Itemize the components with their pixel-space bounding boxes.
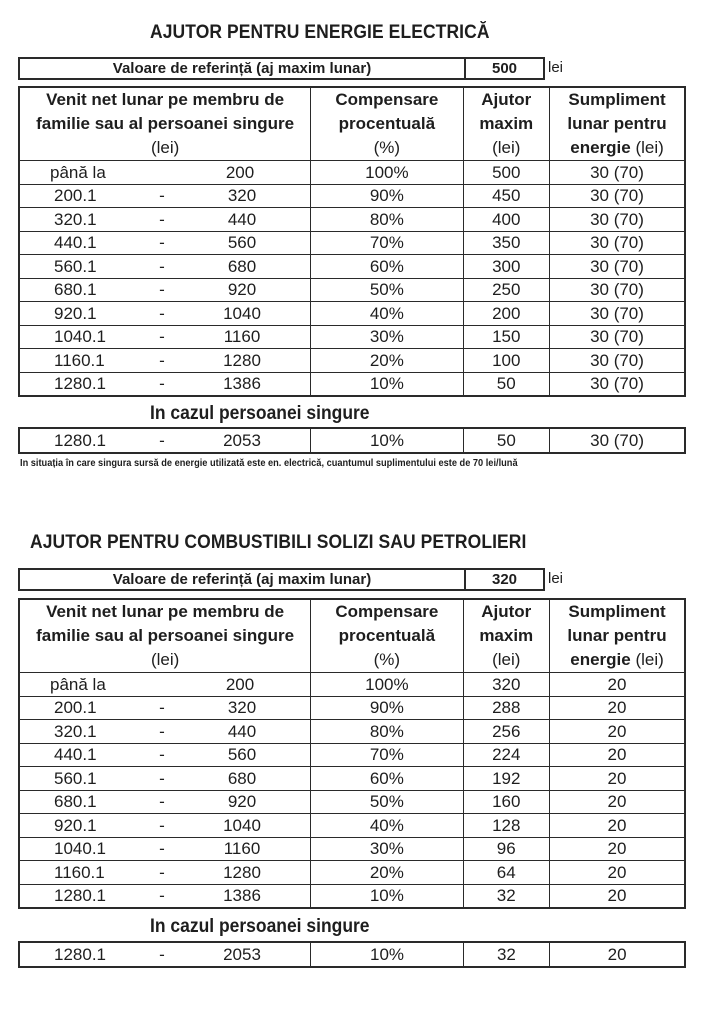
range-dash: -: [159, 721, 165, 741]
max-aid-cell: 500: [463, 161, 550, 185]
income-range-cell: [19, 208, 311, 232]
income-range-cell: [19, 673, 311, 697]
supplement-cell: 30 (70): [550, 302, 685, 326]
table-row: [19, 861, 685, 885]
income-range-cell: [19, 428, 311, 453]
compensation-cell: 30%: [311, 325, 463, 349]
income-to: 560: [227, 745, 257, 765]
supplement-cell: 30 (70): [550, 231, 685, 255]
income-to: 560: [227, 233, 257, 253]
supplement-cell: 30 (70): [550, 372, 685, 396]
range-dash: -: [159, 327, 165, 347]
table-row: [19, 231, 685, 255]
income-from: 200.1: [54, 186, 97, 206]
supplement-cell: 30 (70): [550, 325, 685, 349]
income-range-cell: [19, 743, 311, 767]
income-to: 920: [227, 792, 257, 812]
max-aid-cell: 64: [463, 861, 550, 885]
max-aid-cell: 32: [463, 942, 550, 967]
income-to: 1280: [223, 350, 261, 370]
income-range-cell: [19, 814, 311, 838]
income-to: 920: [227, 280, 257, 300]
income-from: 1280.1: [54, 944, 106, 964]
income-from: 680.1: [54, 792, 97, 812]
max-aid-cell: 300: [463, 255, 550, 279]
table-row: [19, 767, 685, 791]
supplement-cell: 30 (70): [550, 428, 685, 453]
range-dash: -: [159, 792, 165, 812]
supplement-cell: 20: [550, 861, 685, 885]
range-dash: -: [159, 350, 165, 370]
header-compensation: Compensare procentuală (%): [311, 599, 463, 673]
supplement-cell: 30 (70): [550, 208, 685, 232]
table-row: [19, 673, 685, 697]
compensation-cell: 70%: [311, 743, 463, 767]
supplement-cell: 30 (70): [550, 349, 685, 373]
supplement-cell: 20: [550, 720, 685, 744]
electric-single-person-table: [18, 427, 686, 454]
range-dash: -: [159, 886, 165, 906]
header-max-aid: Ajutor maxim (lei): [463, 87, 550, 161]
income-to: 1386: [223, 886, 261, 906]
reference-label: Valoare de referință (aj maxim lunar): [20, 570, 466, 589]
range-dash: -: [159, 698, 165, 718]
compensation-cell: 90%: [311, 184, 463, 208]
table-row: [19, 743, 685, 767]
table-row: [19, 428, 685, 453]
max-aid-cell: 100: [463, 349, 550, 373]
single-person-label: In cazul persoanei singure: [150, 403, 370, 424]
header-supplement: Sumpliment lunar pentru energie (lei): [550, 599, 685, 673]
reference-value: 500: [491, 60, 518, 77]
max-aid-cell: 400: [463, 208, 550, 232]
supplement-cell: 20: [550, 743, 685, 767]
max-aid-cell: 50: [463, 428, 550, 453]
supplement-cell: 30 (70): [550, 255, 685, 279]
range-dash: -: [159, 256, 165, 276]
income-from: 1280.1: [54, 374, 106, 394]
income-from: 1160.1: [54, 350, 105, 370]
range-dash: -: [159, 233, 165, 253]
range-dash: -: [159, 374, 165, 394]
income-from: 560.1: [54, 256, 97, 276]
reference-value-row: [18, 57, 545, 80]
income-range-cell: [19, 767, 311, 791]
income-to: 440: [227, 209, 257, 229]
income-to: 1160: [223, 327, 261, 347]
compensation-cell: 90%: [311, 696, 463, 720]
income-to: 320: [227, 186, 257, 206]
income-range-cell: [19, 255, 311, 279]
supplement-cell: 20: [550, 814, 685, 838]
electric-aid-table: [18, 86, 686, 397]
income-range-cell: [19, 942, 311, 967]
range-dash: -: [159, 430, 165, 450]
supplement-cell: 20: [550, 884, 685, 908]
income-range-cell: [19, 861, 311, 885]
income-to: 1280: [223, 862, 261, 882]
range-dash: -: [159, 209, 165, 229]
compensation-cell: 20%: [311, 861, 463, 885]
range-dash: -: [159, 815, 165, 835]
max-aid-cell: 150: [463, 325, 550, 349]
max-aid-cell: 224: [463, 743, 550, 767]
fuel-aid-table: [18, 598, 686, 909]
compensation-cell: 40%: [311, 814, 463, 838]
compensation-cell: 10%: [311, 428, 463, 453]
income-range-cell: [19, 696, 311, 720]
compensation-cell: 30%: [311, 837, 463, 861]
income-to: 1160: [223, 839, 261, 859]
income-range-cell: [19, 837, 311, 861]
compensation-cell: 20%: [311, 349, 463, 373]
table-row: [19, 837, 685, 861]
supplement-cell: 30 (70): [550, 278, 685, 302]
max-aid-cell: 32: [463, 884, 550, 908]
income-from: până la: [50, 674, 106, 694]
income-range-cell: [19, 790, 311, 814]
table-row: [19, 942, 685, 967]
compensation-cell: 100%: [311, 673, 463, 697]
max-aid-cell: 320: [463, 673, 550, 697]
reference-value: 320: [491, 571, 518, 588]
income-from: 1280.1: [54, 886, 106, 906]
income-range-cell: [19, 884, 311, 908]
max-aid-cell: 128: [463, 814, 550, 838]
income-to: 2053: [223, 944, 261, 964]
income-to: 1040: [223, 303, 261, 323]
range-dash: -: [159, 186, 165, 206]
compensation-cell: 100%: [311, 161, 463, 185]
reference-unit: lei: [548, 570, 564, 587]
range-dash: -: [159, 303, 165, 323]
max-aid-cell: 96: [463, 837, 550, 861]
header-max-aid: Ajutor maxim (lei): [463, 599, 550, 673]
reference-value-row: [18, 568, 545, 591]
compensation-cell: 70%: [311, 231, 463, 255]
table-row: [19, 161, 685, 185]
max-aid-cell: 192: [463, 767, 550, 791]
income-range-cell: [19, 278, 311, 302]
income-from: 200.1: [54, 698, 97, 718]
income-from: 1280.1: [54, 430, 106, 450]
table-row: [19, 720, 685, 744]
max-aid-cell: 160: [463, 790, 550, 814]
max-aid-cell: 256: [463, 720, 550, 744]
table-row: [19, 349, 685, 373]
header-income: Venit net lunar pe membru de familie sau al persoanei singure (lei): [19, 599, 311, 673]
income-from: 920.1: [54, 303, 97, 323]
range-dash: -: [159, 745, 165, 765]
income-to: 320: [227, 698, 257, 718]
income-range-cell: [19, 231, 311, 255]
table-row: [19, 208, 685, 232]
income-to: 2053: [223, 430, 261, 450]
footnote: In situația în care singura sursă de energie utilizată este en. electrică, cuantumul suplimentului este de 70 lei/lună: [20, 457, 518, 469]
header-supplement: Sumpliment lunar pentru energie (lei): [550, 87, 685, 161]
table-row: [19, 696, 685, 720]
income-to: 1040: [223, 815, 261, 835]
income-from: 680.1: [54, 280, 97, 300]
compensation-cell: 60%: [311, 255, 463, 279]
single-person-label: In cazul persoanei singure: [150, 916, 370, 937]
income-to: 440: [227, 721, 257, 741]
max-aid-cell: 288: [463, 696, 550, 720]
reference-unit: lei: [548, 59, 564, 76]
supplement-cell: 20: [550, 942, 685, 967]
compensation-cell: 10%: [311, 942, 463, 967]
table-header-row: [19, 87, 685, 161]
table-header-row: [19, 599, 685, 673]
income-from: 560.1: [54, 768, 97, 788]
supplement-cell: 20: [550, 767, 685, 791]
supplement-cell: 20: [550, 837, 685, 861]
header-income: Venit net lunar pe membru de familie sau al persoanei singure (lei): [19, 87, 311, 161]
range-dash: -: [159, 839, 165, 859]
compensation-cell: 80%: [311, 720, 463, 744]
table-row: [19, 325, 685, 349]
income-to: 680: [227, 768, 257, 788]
header-compensation: Compensare procentuală (%): [311, 87, 463, 161]
table-row: [19, 278, 685, 302]
table-row: [19, 302, 685, 326]
supplement-cell: 30 (70): [550, 184, 685, 208]
compensation-cell: 60%: [311, 767, 463, 791]
income-from: 440.1: [54, 745, 97, 765]
income-from: 1040.1: [54, 839, 106, 859]
income-from: 440.1: [54, 233, 97, 253]
income-range-cell: [19, 184, 311, 208]
supplement-cell: 20: [550, 673, 685, 697]
compensation-cell: 80%: [311, 208, 463, 232]
range-dash: -: [159, 768, 165, 788]
income-range-cell: [19, 349, 311, 373]
income-from: 920.1: [54, 815, 97, 835]
max-aid-cell: 450: [463, 184, 550, 208]
income-from: 1040.1: [54, 327, 106, 347]
income-range-cell: [19, 325, 311, 349]
income-from: 1160.1: [54, 862, 105, 882]
income-range-cell: [19, 302, 311, 326]
income-range-cell: [19, 161, 311, 185]
supplement-cell: 20: [550, 790, 685, 814]
compensation-cell: 50%: [311, 790, 463, 814]
max-aid-cell: 200: [463, 302, 550, 326]
fuel-single-person-table: [18, 941, 686, 968]
income-from: 320.1: [54, 721, 97, 741]
table-row: [19, 372, 685, 396]
compensation-cell: 10%: [311, 372, 463, 396]
income-from: 320.1: [54, 209, 97, 229]
compensation-cell: 50%: [311, 278, 463, 302]
table-row: [19, 884, 685, 908]
compensation-cell: 10%: [311, 884, 463, 908]
income-range-cell: [19, 372, 311, 396]
max-aid-cell: 250: [463, 278, 550, 302]
income-to: 680: [227, 256, 257, 276]
section-title-fuel: AJUTOR PENTRU COMBUSTIBILI SOLIZI SAU PETROLIERI: [30, 532, 527, 553]
range-dash: -: [159, 862, 165, 882]
income-to: 1386: [223, 374, 261, 394]
income-to: 200: [225, 162, 255, 182]
income-from: până la: [50, 162, 106, 182]
table-row: [19, 255, 685, 279]
income-range-cell: [19, 720, 311, 744]
supplement-cell: 20: [550, 696, 685, 720]
max-aid-cell: 350: [463, 231, 550, 255]
income-to: 200: [225, 674, 255, 694]
table-row: [19, 814, 685, 838]
max-aid-cell: 50: [463, 372, 550, 396]
range-dash: -: [159, 944, 165, 964]
range-dash: -: [159, 280, 165, 300]
compensation-cell: 40%: [311, 302, 463, 326]
table-row: [19, 790, 685, 814]
section-title-electric: AJUTOR PENTRU ENERGIE ELECTRICĂ: [150, 22, 490, 43]
reference-label: Valoare de referință (aj maxim lunar): [20, 59, 466, 78]
supplement-cell: 30 (70): [550, 161, 685, 185]
table-row: [19, 184, 685, 208]
